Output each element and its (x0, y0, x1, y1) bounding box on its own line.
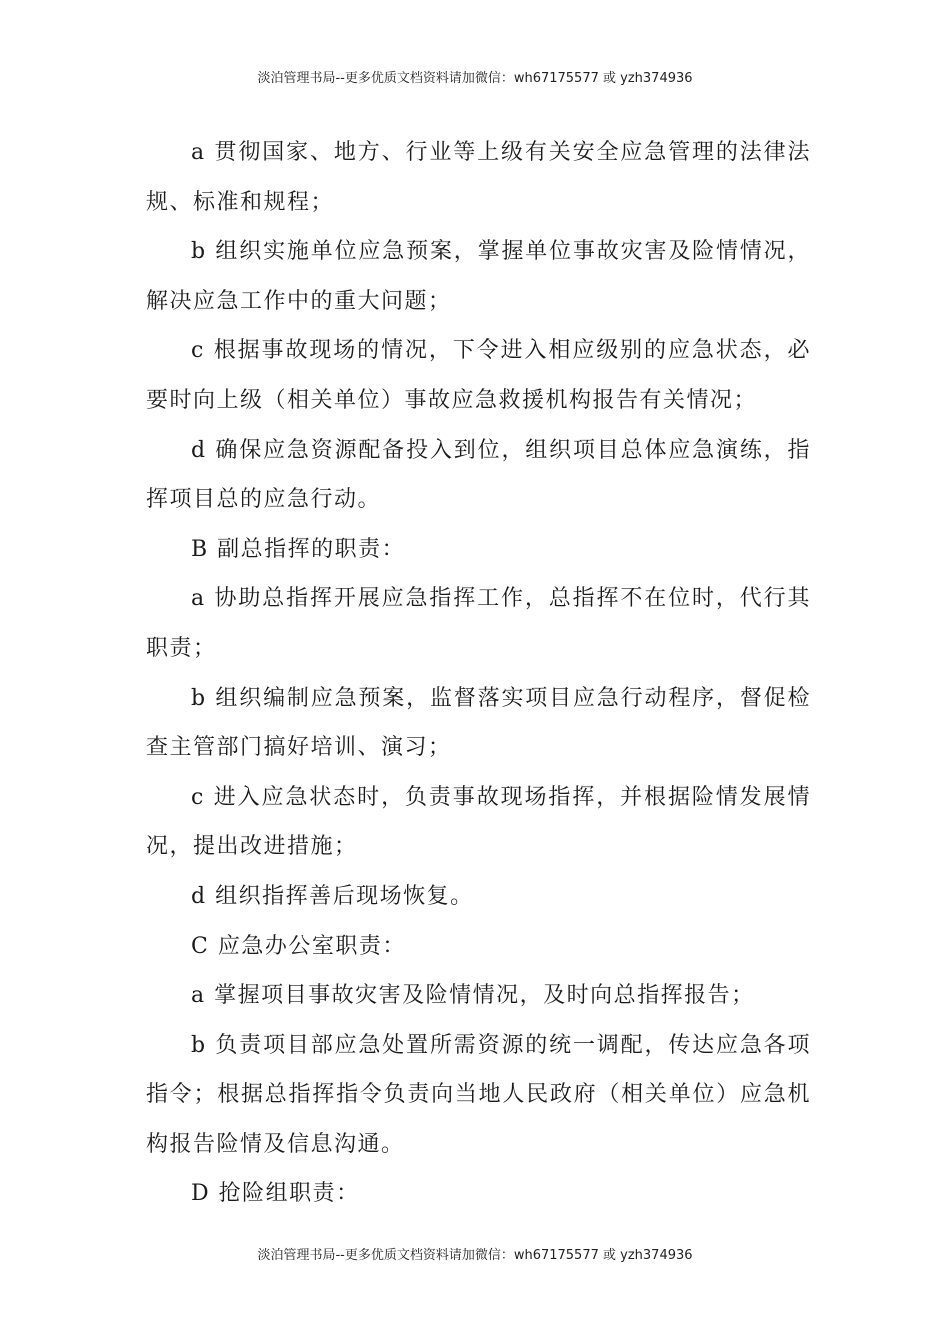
paragraph-b-dispatch: b 负责项目部应急处置所需资源的统一调配，传达应急各项指令；根据总指挥指令负责向当地人民政府（相关单位）应急机构报告险情及信息沟通。 (146, 1032, 811, 1157)
paragraph-d-resources: d 确保应急资源配备投入到位，组织项目总体应急演练，指挥项目总的应急行动。 (146, 437, 811, 513)
paragraph-b-compile: b 组织编制应急预案，监督落实项目应急行动程序，督促检查主管部门搞好培训、演习； (146, 685, 811, 761)
section-heading-deputy-commander: B 副总指挥的职责： (191, 536, 406, 562)
paragraph-c-onsite: c 进入应急状态时，负责事故现场指挥，并根据险情发展情况，提出改进措施； (146, 784, 811, 860)
paragraph-a-report: a 掌握项目事故灾害及险情情况，及时向总指挥报告； (191, 983, 755, 1009)
section-heading-rescue-team: D 抢险组职责： (191, 1181, 360, 1207)
header-watermark: 淡泊管理书局--更多优质文档资料请加微信：wh67175577 或 yzh374936 (257, 71, 693, 86)
paragraph-a-laws: a 贯彻国家、地方、行业等上级有关安全应急管理的法律法规、标准和规程； (146, 140, 811, 215)
paragraph-b-organize: b 组织实施单位应急预案，掌握单位事故灾害及险情情况，解决应急工作中的重大问题； (146, 239, 811, 314)
footer-watermark: 淡泊管理书局--更多优质文档资料请加微信：wh67175577 或 yzh374936 (257, 1248, 693, 1263)
paragraph-c-command: c 根据事故现场的情况，下令进入相应级别的应急状态，必要时向上级（相关单位）事故应急救援机构报告有关情况； (146, 338, 811, 413)
paragraph-d-recovery: d 组织指挥善后现场恢复。 (191, 883, 474, 909)
paragraph-a-assist: a 协助总指挥开展应急指挥工作，总指挥不在位时，代行其职责； (146, 586, 811, 661)
document-body (146, 128, 811, 1219)
section-heading-emergency-office: C 应急办公室职责： (191, 933, 406, 959)
